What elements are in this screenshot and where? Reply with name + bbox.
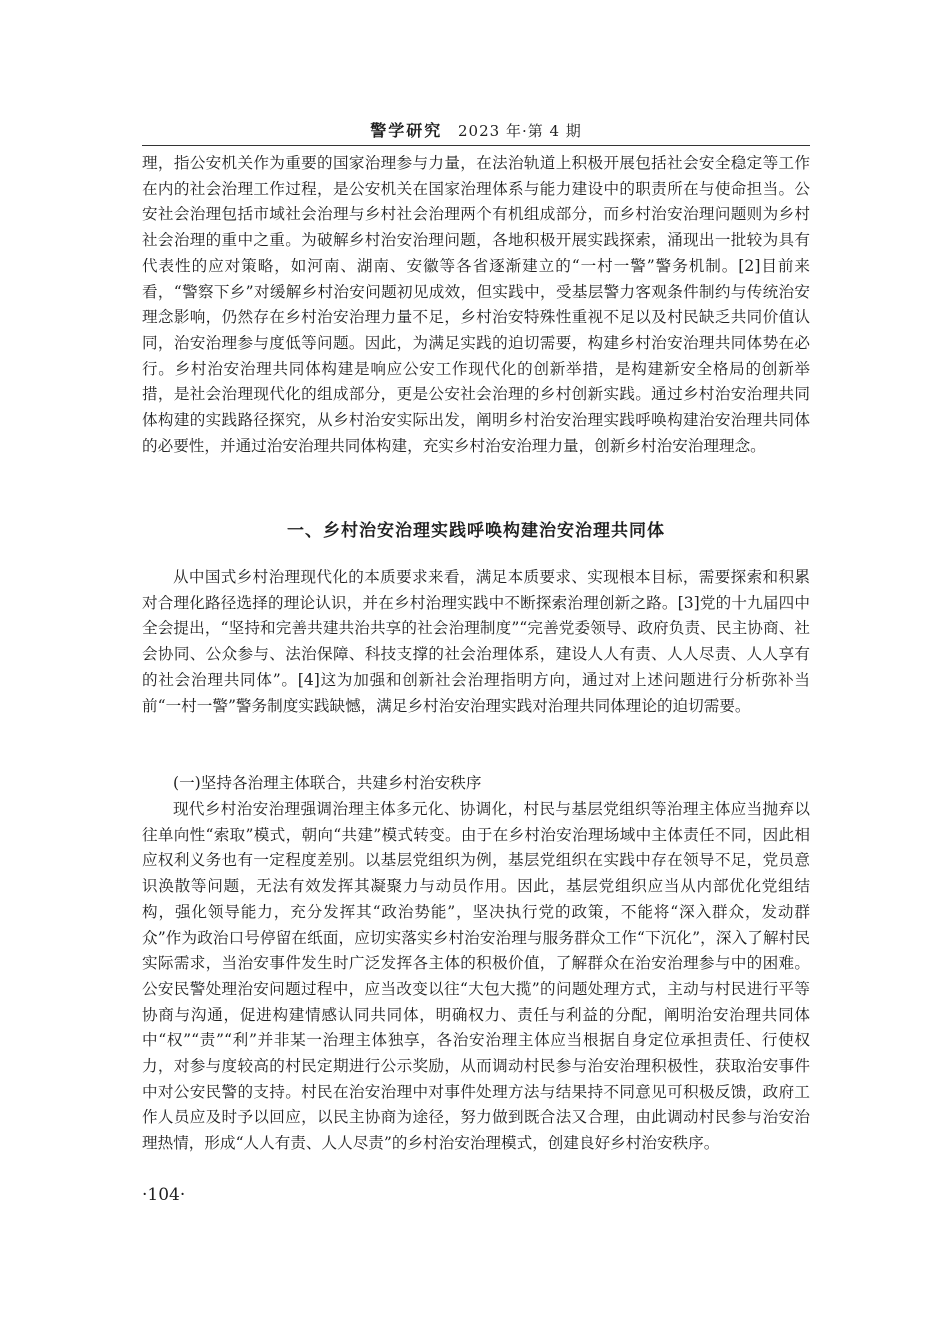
subsection-heading: (一)坚持各治理主体联合，共建乡村治安秩序 (173, 774, 482, 792)
journal-title: 警学研究 (370, 121, 443, 140)
page-number: ·104· (142, 1185, 186, 1205)
section-heading: 一、乡村治安治理实践呼唤构建治安治理共同体 (287, 521, 665, 541)
running-header (142, 118, 810, 144)
paragraph-subsection-body: 现代乡村治安治理强调治理主体多元化、协调化，村民与基层党组织等治理主体应当抛弃以往单向性“索取”模式，朝向“共建”模式转变。由于在乡村治安治理场域中主体责任不同，因此相应权利义务也有一定程度差别。以基层党组织为例，基层党组织在实践中存在领导不足，党员意识涣散等问题，无法有效发挥其凝聚力与动员作用。因此，基层党组织应当从内部优化党组结构，强化领导能力，充分发挥其“政治势能”，坚决执行党的政策，不能将“深入群众，发动群众”作为政治口号停留在纸面，应切实落实乡村治安治理与服务群众工作“下沉化”，深入了解村民实际需求，当治安事件发生时广泛发挥各主体的积极价值，了解群众在治安治理参与中的困难。公安民警处理治安问题过程中，应当改变以往“大包大揽”的问题处理方式，主动与村民进行平等协商与沟通，促进构建情感认同共同体，明确权力、责任与利益的分配，阐明治安治理共同体中“权”“责”“利”并非某一治理主体独享，各治安治理主体应当根据自身定位承担责任、行使权力，对参与度较高的村民定期进行公示奖励，从而调动村民参与治安治理积极性，获取治安事件中对公安民警的支持。村民在治安治理中对事件处理方法与结果持不同意见可积极反馈，政府工作人员应及时予以回应，以民主协商为途径，努力做到既合法又合理，由此调动村民参与治安治理热情，形成“人人有责、人人尽责”的乡村治安治理模式，创建良好乡村治安秩序。 (142, 800, 810, 1153)
paragraph-intro: 理，指公安机关作为重要的国家治理参与力量，在法治轨道上积极开展包括社会安全稳定等工作在内的社会治理工作过程，是公安机关在国家治理体系与能力建设中的职责所在与使命担当。公安社会治理包括市域社会治理与乡村社会治理两个有机组成部分，而乡村治安治理问题则为乡村社会治理的重中之重。为破解乡村治安治理问题，各地积极开展实践探索，涌现出一批较为具有代表性的应对策略，如河南、湖南、安徽等各省逐渐建立的“一村一警”警务机制。[2]目前来看，“警察下乡”对缓解乡村治安问题初见成效，但实践中，受基层警力客观条件制约与传统治安理念影响，仍然存在乡村治安治理力量不足，乡村治安特殊性重视不足以及村民缺乏共同价值认同，治安治理参与度低等问题。因此，为满足实践的迫切需要，构建乡村治安治理共同体势在必行。乡村治安治理共同体构建是响应公安工作现代化的创新举措，是构建新安全格局的创新举措，是社会治理现代化的组成部分，更是公安社会治理的乡村创新实践。通过乡村治安治理共同体构建的实践路径探究，从乡村治安实际出发，阐明乡村治安治理实践呼唤构建治安治理共同体的必要性，并通过治安治理共同体构建，充实乡村治安治理力量，创新乡村治安治理理念。 (142, 154, 810, 455)
header-rule (142, 145, 810, 146)
paragraph-section-intro: 从中国式乡村治理现代化的本质要求来看，满足本质要求、实现根本目标，需要探索和积累对合理化路径选择的理论认识，并在乡村治理实践中不断探索治理创新之路。[3]党的十九届四中全会提出，“坚持和完善共建共治共享的社会治理制度”“完善党委领导、政府负责、民主协商、社会协同、公众参与、法治保障、科技支撑的社会治理体系，建设人人有责、人人尽责、人人享有的社会治理共同体”。[4]这为加强和创新社会治理指明方向，通过对上述问题进行分析弥补当前“一村一警”警务制度实践缺憾，满足乡村治安治理实践对治理共同体理论的迫切需要。 (142, 568, 810, 715)
issue-info: 2023 年·第 4 期 (458, 122, 582, 140)
